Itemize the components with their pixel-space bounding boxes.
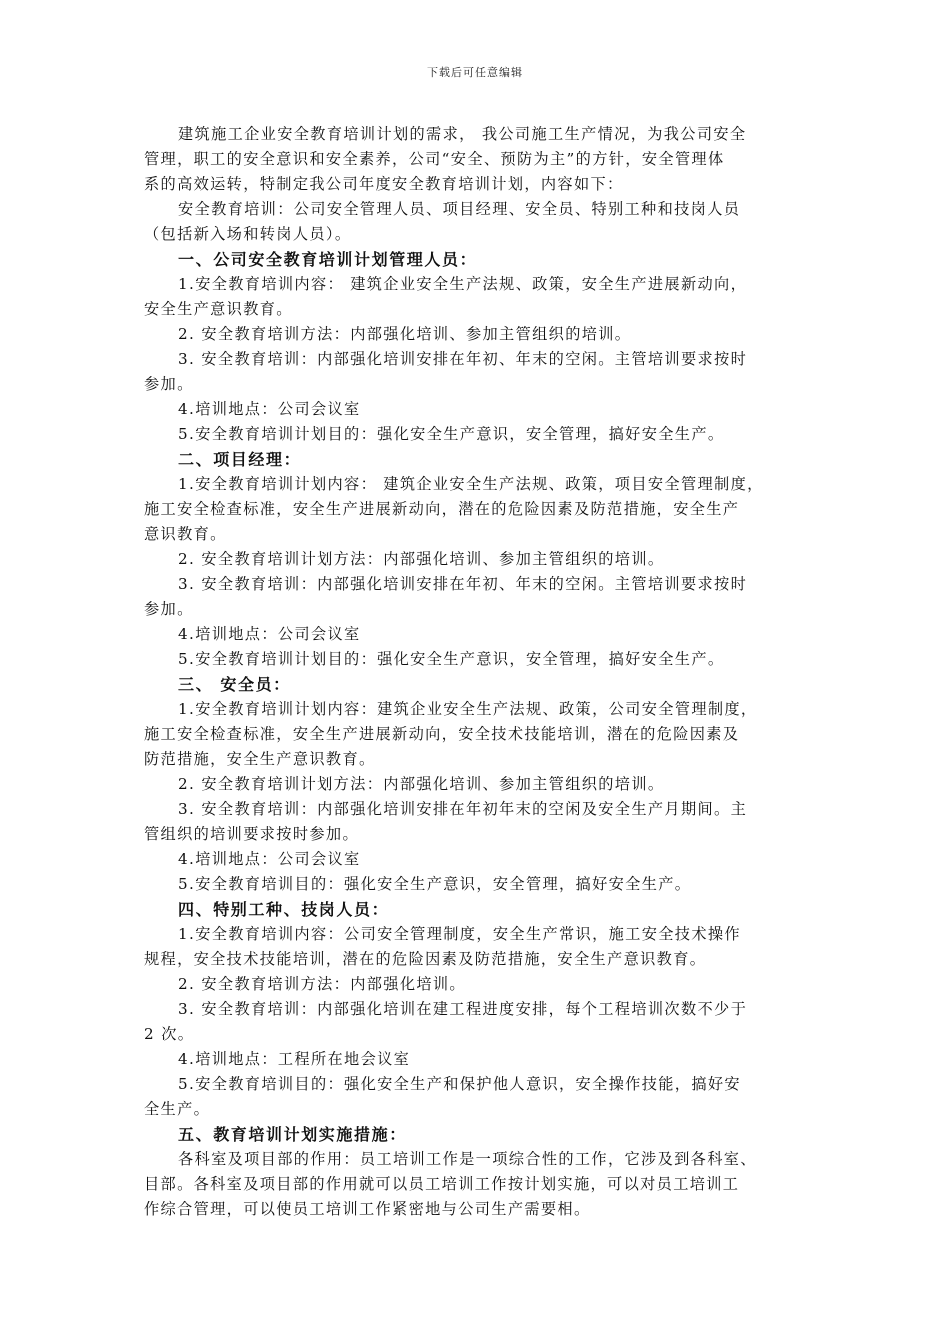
text-line: 3. 安全教育培训：内部强化培训在建工程进度安排，每个工程培训次数不少于: [178, 1000, 748, 1018]
text-line: 各科室及项目部的作用：员工培训工作是一项综合性的工作，它涉及到各科室、: [178, 1150, 757, 1168]
text-line: 管组织的培训要求按时参加。: [144, 825, 359, 843]
page-header: 下载后可任意编辑: [427, 66, 523, 79]
text-line: 5.安全教育培训计划目的：强化安全生产意识，安全管理，搞好安全生产。: [178, 425, 725, 443]
text-line: 1.安全教育培训内容：公司安全管理制度，安全生产常识，施工安全技术操作: [178, 925, 741, 943]
text-line: 5.安全教育培训目的：强化安全生产意识，安全管理，搞好安全生产。: [178, 875, 692, 893]
text-line: 参加。: [144, 375, 194, 393]
section-heading: 三、 安全员：: [178, 675, 291, 694]
section-heading: 五、教育培训计划实施措施：: [178, 1125, 407, 1144]
text-line: （包括新入场和转岗人员）。: [144, 225, 352, 243]
text-line: 3. 安全教育培训：内部强化培训安排在年初、年末的空闲。主管培训要求按时: [178, 575, 748, 593]
text-line: 1.安全教育培训内容： 建筑企业安全生产法规、政策，安全生产进展新动向，: [178, 275, 748, 293]
text-line: 参加。: [144, 600, 194, 618]
text-line: 目部。各科室及项目部的作用就可以员工培训工作按计划实施，可以对员工培训工: [144, 1175, 740, 1193]
section-heading: 二、项目经理：: [178, 450, 302, 469]
text-line: 规程，安全技术技能培训，潜在的危险因素及防范措施，安全生产意识教育。: [144, 950, 707, 968]
text-line: 2. 安全教育培训方法：内部强化培训、参加主管组织的培训。: [178, 325, 632, 343]
text-line: 3. 安全教育培训：内部强化培训安排在年初年末的空闲及安全生产月期间。主: [178, 800, 748, 818]
text-line: 2. 安全教育培训计划方法：内部强化培训、参加主管组织的培训。: [178, 550, 665, 568]
text-line: 2. 安全教育培训计划方法：内部强化培训、参加主管组织的培训。: [178, 775, 665, 793]
text-line: 防范措施，安全生产意识教育。: [144, 750, 376, 768]
text-line: 建筑施工企业安全教育培训计划的需求， 我公司施工生产情况，为我公司安全: [178, 125, 747, 143]
text-line: 安全教育培训：公司安全管理人员、项目经理、安全员、特别工种和技岗人员: [178, 200, 741, 218]
text-line: 1.安全教育培训计划内容： 建筑企业安全生产法规、政策，项目安全管理制度，: [178, 475, 764, 493]
text-line: 施工安全检查标准，安全生产进展新动向，潜在的危险因素及防范措施，安全生产: [144, 500, 740, 518]
text-line: 全生产。: [144, 1100, 211, 1118]
document-body: [144, 122, 816, 1222]
text-line: 作综合管理，可以使员工培训工作紧密地与公司生产需要相。: [144, 1200, 591, 1218]
text-line: 5.安全教育培训计划目的：强化安全生产意识，安全管理，搞好安全生产。: [178, 650, 725, 668]
text-line: 4.培训地点：工程所在地会议室: [178, 1050, 411, 1068]
text-line: 系的高效运转，特制定我公司年度安全教育培训计划，内容如下：: [144, 175, 624, 193]
text-line: 意识教育。: [144, 525, 227, 543]
text-line: 1.安全教育培训计划内容：建筑企业安全生产法规、政策，公司安全管理制度，: [178, 700, 758, 718]
text-line: 3. 安全教育培训：内部强化培训安排在年初、年末的空闲。主管培训要求按时: [178, 350, 748, 368]
section-heading: 四、特别工种、技岗人员：: [178, 900, 390, 919]
text-line: 2. 安全教育培训方法：内部强化培训。: [178, 975, 466, 993]
text-line: 4.培训地点：公司会议室: [178, 625, 361, 643]
text-line: 管理，职工的安全意识和安全素养，公司“安全、预防为主”的方针，安全管理体: [144, 150, 725, 168]
text-line: 4.培训地点：公司会议室: [178, 850, 361, 868]
text-line: 2 次。: [144, 1025, 195, 1043]
text-line: 施工安全检查标准，安全生产进展新动向，安全技术技能培训，潜在的危险因素及: [144, 725, 740, 743]
text-line: 安全生产意识教育。: [144, 300, 293, 318]
text-line: 4.培训地点：公司会议室: [178, 400, 361, 418]
text-line: 5.安全教育培训目的：强化安全生产和保护他人意识，安全操作技能，搞好安: [178, 1075, 741, 1093]
section-heading: 一、公司安全教育培训计划管理人员：: [178, 250, 478, 269]
